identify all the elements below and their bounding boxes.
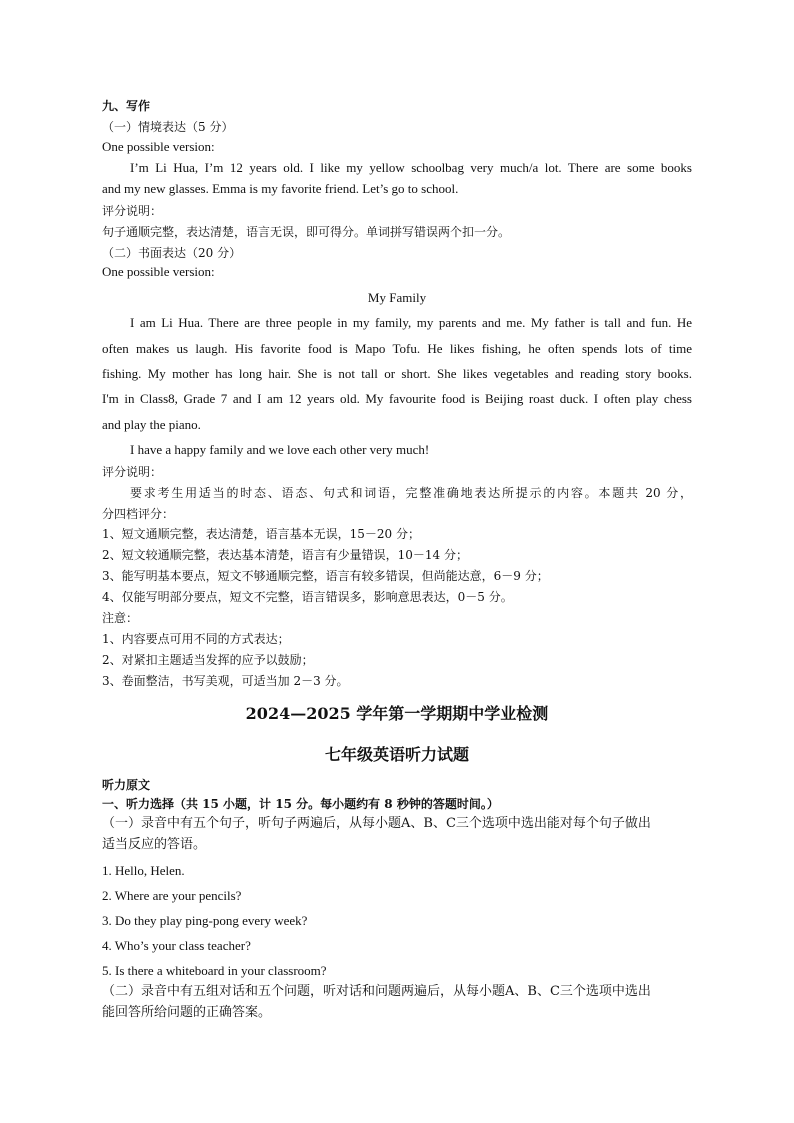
listening-sentence: 1. Hello, Helen. <box>102 863 185 878</box>
listening-sentence: 3. Do they play ping-pong every week? <box>102 913 308 928</box>
essay-line: I'm in Class8, Grade 7 and I am 12 years old. My favourite food is Beijing roast duck. I often play chess <box>102 391 692 406</box>
section-title-writing: 九、写作 <box>102 99 151 113</box>
part1-instruction: （一）录音中有五个句子，听句子两遍后，从每小题A、B、C三个选项中选出能对每个句子做出 <box>102 816 651 831</box>
scoring-level: 1、短文通顺完整，表达清楚，语言基本无误，15－20 分； <box>102 527 420 541</box>
transcript-label: 听力原文 <box>102 778 151 792</box>
listening-sentence: 2. Where are your pencils? <box>102 888 242 903</box>
exam-subheading: 七年级英语听力试题 <box>324 745 469 764</box>
listening-section-title: 一、听力选择（共 15 小题，计 15 分。每小题约有 8 秒钟的答题时间。） <box>102 797 499 811</box>
part1-scoring-label: 评分说明： <box>102 204 163 218</box>
essay-line: I am Li Hua. There are three people in my family, my parents and me. My father is tall and fun. He <box>130 315 692 330</box>
part1-instruction: 适当反应的答语。 <box>102 837 207 852</box>
part2-scoring-label: 评分说明： <box>102 465 163 479</box>
notes-label: 注意： <box>102 611 139 625</box>
note-item: 3、卷面整洁，书写美观，可适当加 2－3 分。 <box>102 674 349 688</box>
part2-scoring-intro: 要求考生用适当的时态、语态、句式和词语，完整准确地表达所提示的内容。本题共 20 分， <box>130 486 692 500</box>
essay-title: My Family <box>367 290 427 305</box>
note-item: 2、对紧扣主题适当发挥的应予以鼓励； <box>102 653 314 667</box>
part2-instruction: （二）录音中有五组对话和五个问题，听对话和问题两遍后，从每小题A、B、C三个选项中选出 <box>102 984 651 999</box>
scoring-level: 2、短文较通顺完整，表达基本清楚，语言有少量错误，10－14 分； <box>102 548 468 562</box>
essay-line: often makes us laugh. His favorite food is Mapo Tofu. He likes fishing, he often spends lots of time <box>102 341 692 356</box>
part1-essay-line: I’m Li Hua, I’m 12 years old. I like my yellow schoolbag very much/a lot. There are some books <box>130 160 692 175</box>
scoring-level: 3、能写明基本要点，短文不够通顺完整，语言有较多错误，但尚能达意，6－9 分； <box>102 569 549 583</box>
essay-line: and play the piano. <box>102 417 201 432</box>
part1-scoring-text: 句子通顺完整，表达清楚，语言无误，即可得分。单词拼写错误两个扣一分。 <box>102 225 511 239</box>
part1-version-label: One possible version: <box>102 139 215 154</box>
scoring-level: 4、仅能写明部分要点，短文不完整，语言错误多，影响意思表达，0－5 分。 <box>102 590 513 604</box>
listening-sentence: 4. Who’s your class teacher? <box>102 938 251 953</box>
part2-scoring-intro: 分四档评分： <box>102 507 175 521</box>
note-item: 1、内容要点可用不同的方式表达； <box>102 632 290 646</box>
part1-title: （一）情境表达（5 分） <box>102 120 234 134</box>
listening-sentence: 5. Is there a whiteboard in your classroom? <box>102 963 327 978</box>
part2-instruction: 能回答所给问题的正确答案。 <box>102 1005 272 1020</box>
exam-heading: 2024—2025 学年第一学期期中学业检测 <box>245 704 549 723</box>
part2-version-label: One possible version: <box>102 264 215 279</box>
part2-title: （二）书面表达（20 分） <box>102 246 242 260</box>
part1-essay-line: and my new glasses. Emma is my favorite friend. Let’s go to school. <box>102 181 459 196</box>
essay-line: fishing. My mother has long hair. She is not tall or short. She likes vegetables and reading story books. <box>102 366 692 381</box>
essay-closing: I have a happy family and we love each other very much! <box>130 442 430 457</box>
